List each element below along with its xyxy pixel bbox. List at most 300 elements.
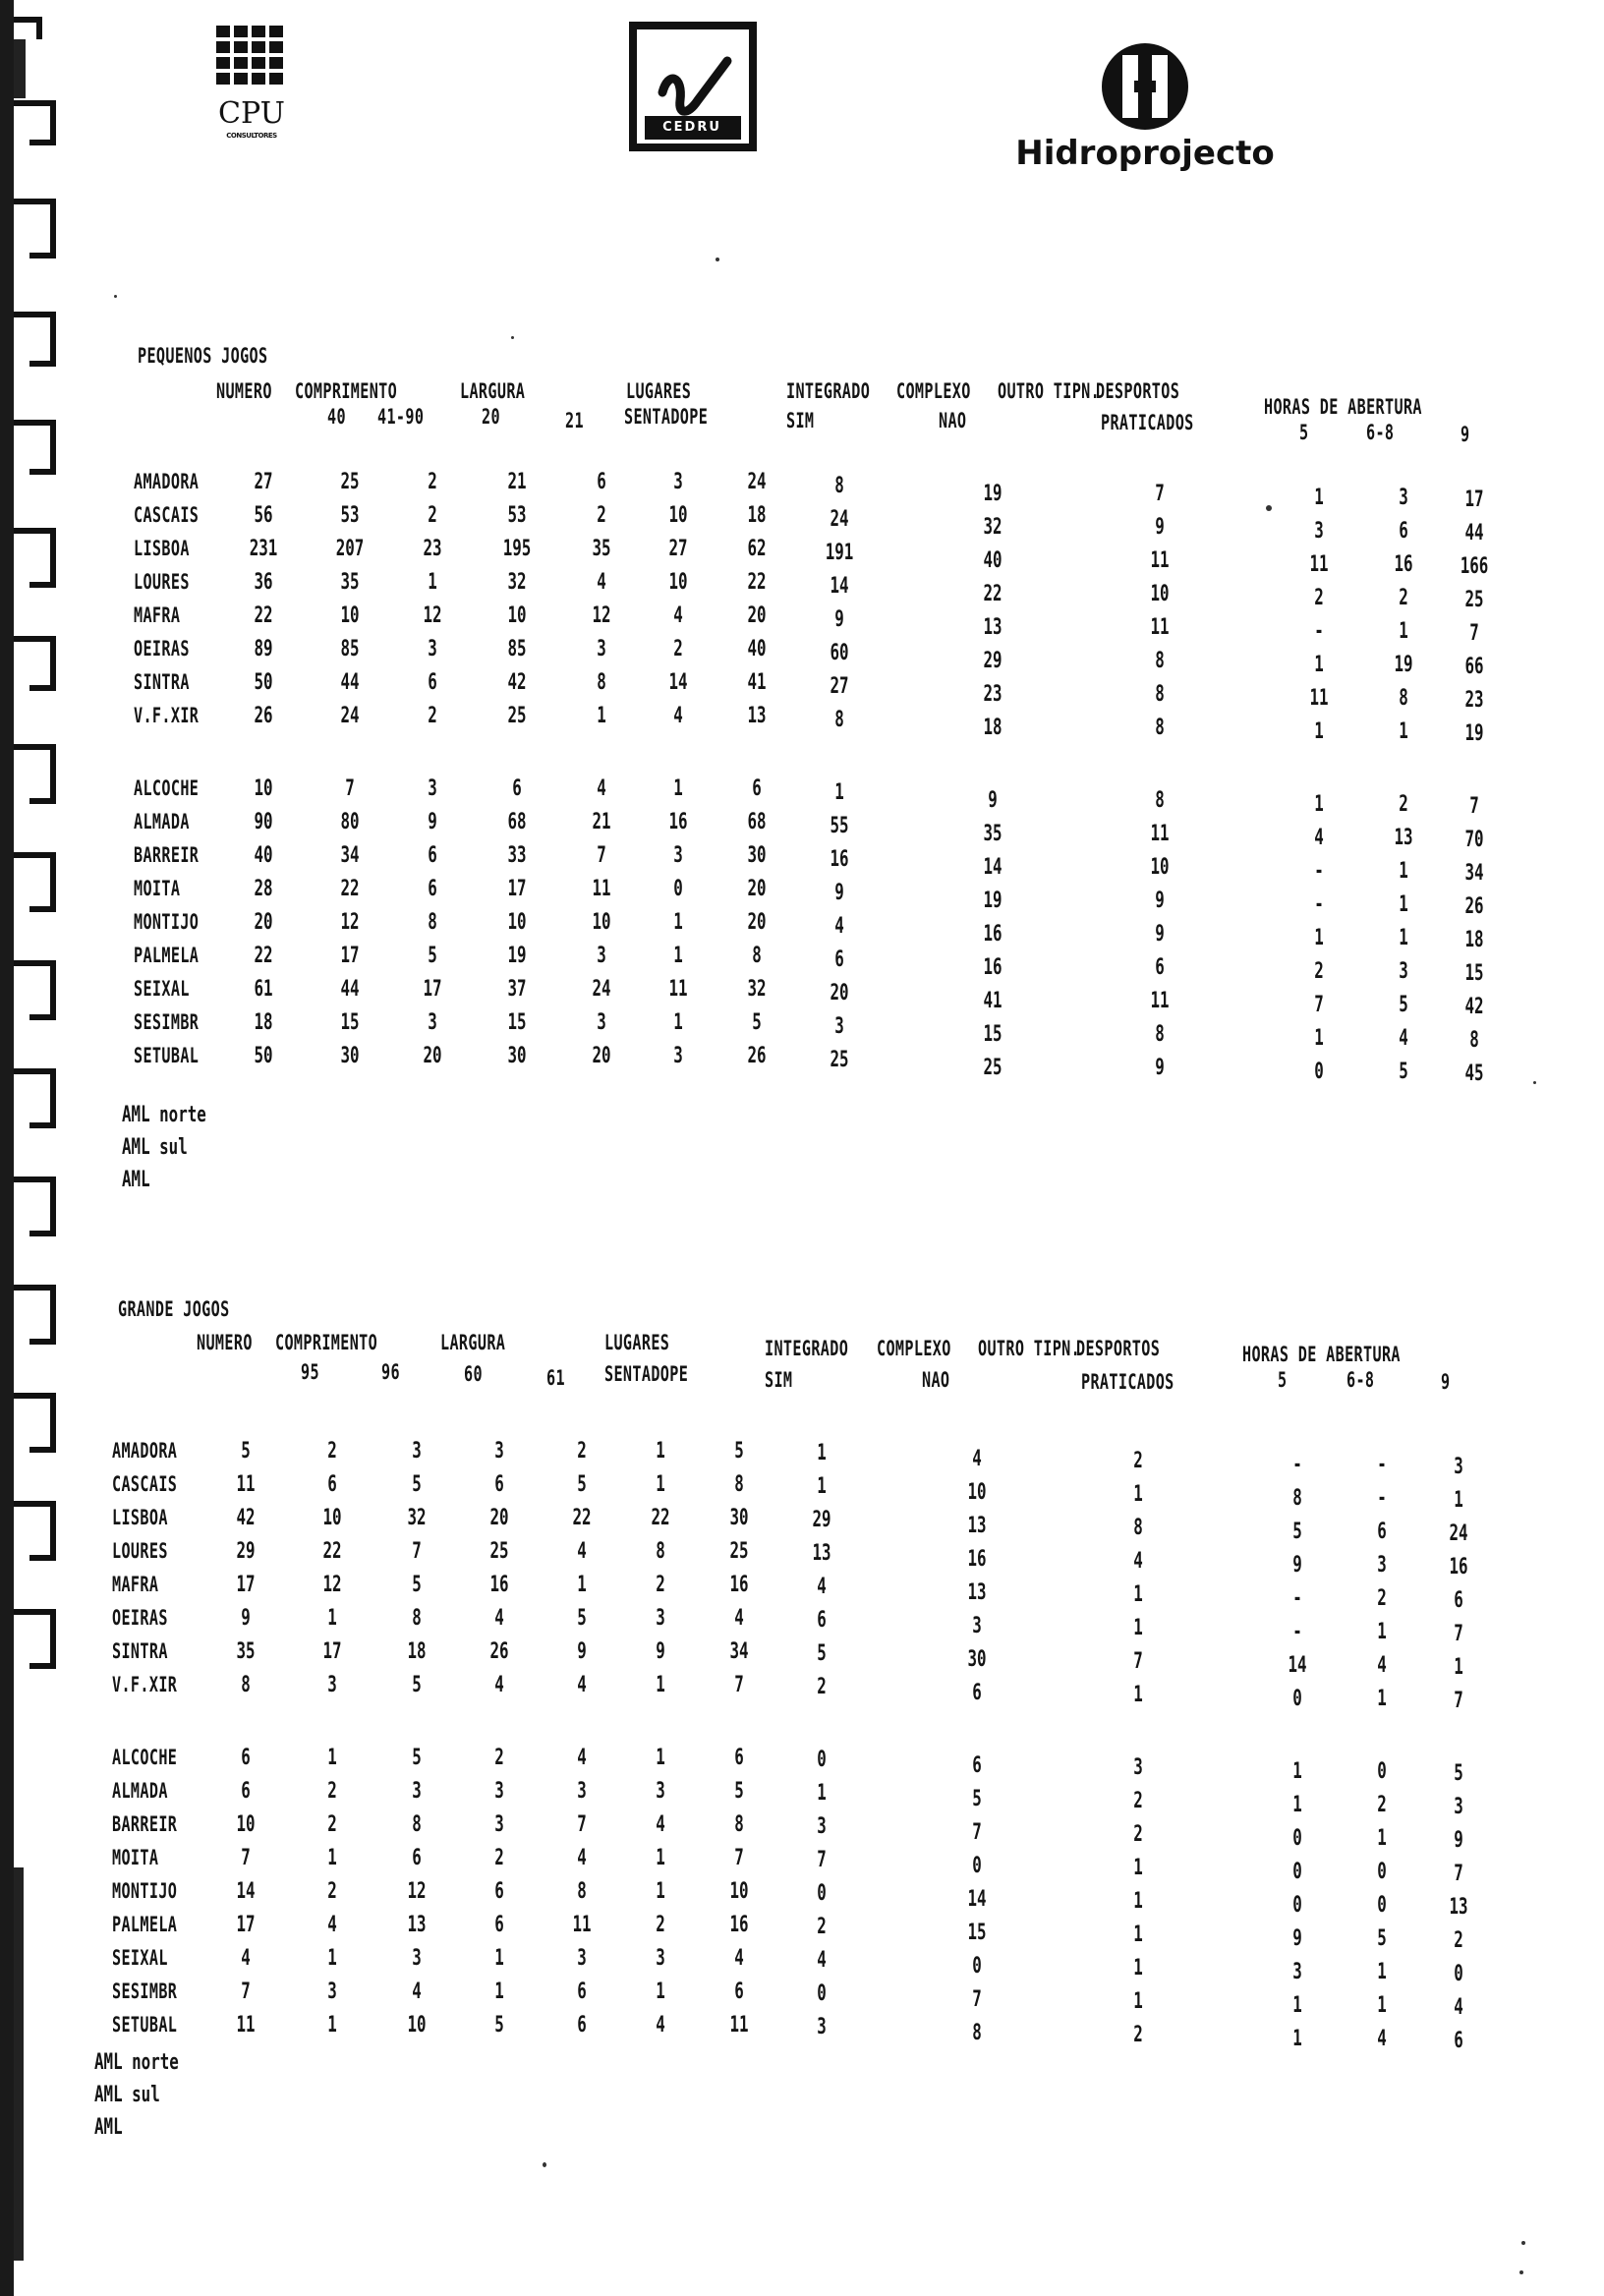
row-label: PALMELA: [134, 944, 200, 967]
table-cell: 1: [656, 1746, 665, 1770]
table-cell: 8: [1292, 1486, 1302, 1511]
table-cell: 16: [729, 1913, 749, 1937]
row-label: SESIMBR: [134, 1010, 200, 1034]
table-cell: 17: [1464, 488, 1484, 512]
table-cell: 4: [1399, 1026, 1408, 1051]
table-cell: 66: [1464, 655, 1484, 679]
table-cell: 50: [254, 1044, 273, 1068]
table-cell: 25: [729, 1539, 749, 1564]
table-cell: 1: [1133, 1616, 1143, 1640]
table-cell: 19: [1464, 721, 1484, 746]
table-cell: 62: [747, 537, 767, 561]
table-cell: 10: [668, 503, 688, 528]
table-cell: 34: [729, 1639, 749, 1664]
table-cell: 16: [830, 847, 849, 872]
table-cell: 0: [817, 1881, 827, 1906]
table-cell: 4: [577, 1673, 587, 1697]
footer-aml: AML: [94, 2115, 123, 2140]
table-cell: -: [1292, 1586, 1302, 1611]
table-cell: 11: [572, 1913, 592, 1937]
row-label: SEIXAL: [134, 977, 190, 1001]
table-cell: 191: [825, 541, 854, 565]
table-cell: 11: [1309, 686, 1329, 711]
table-cell: 1: [817, 1441, 827, 1465]
table-cell: 3: [597, 944, 606, 968]
table-cell: 9: [1155, 889, 1165, 913]
table-cell: 9: [834, 881, 844, 905]
table-cell: 40: [747, 637, 767, 661]
table-cell: 8: [1155, 682, 1165, 707]
table-cell: 6: [1155, 955, 1165, 980]
table-cell: 13: [747, 704, 767, 728]
table-cell: 11: [236, 1472, 256, 1497]
table-cell: 13: [983, 615, 1002, 640]
table-cell: 8: [412, 1606, 422, 1631]
table-cell: 5: [412, 1472, 422, 1497]
table-cell: 11: [236, 2013, 256, 2038]
table-cell: 10: [1150, 582, 1170, 606]
table-cell: 1: [1292, 1993, 1302, 2018]
table-cell: 4: [817, 1948, 827, 1973]
subheader-sentadope: SENTADOPE: [624, 405, 709, 429]
table-cell: 3: [1133, 1755, 1143, 1780]
table-cell: 3: [656, 1779, 665, 1804]
table-cell: 3: [428, 1010, 437, 1035]
table-cell: 12: [592, 603, 611, 628]
table-cell: -: [1314, 892, 1324, 917]
table-cell: 2: [428, 503, 437, 528]
table-cell: 40: [254, 843, 273, 868]
table-cell: 32: [507, 570, 527, 595]
table-cell: 16: [668, 810, 688, 834]
table-cell: 53: [507, 503, 527, 528]
table-cell: 22: [254, 603, 273, 628]
table-cell: 5: [494, 2013, 504, 2038]
table-cell: 24: [747, 470, 767, 494]
table-cell: 2: [656, 1913, 665, 1937]
table-cell: 0: [1292, 1893, 1302, 1918]
table-cell: 35: [236, 1639, 256, 1664]
table-cell: 42: [236, 1506, 256, 1530]
subheader-praticados: PRATICADOS: [1101, 411, 1194, 434]
row-label: AMADORA: [134, 470, 200, 493]
table-cell: 9: [241, 1606, 251, 1631]
subheader-60: 60: [464, 1362, 483, 1386]
header-outro-tipn: OUTRO TIPN.: [998, 379, 1101, 403]
table-cell: 16: [1394, 552, 1413, 577]
table-cell: 6: [817, 1608, 827, 1633]
table-cell: 13: [967, 1514, 987, 1538]
row-label: SETUBAL: [134, 1044, 200, 1067]
table-cell: 7: [1454, 1689, 1463, 1713]
table-cell: 24: [340, 704, 360, 728]
header-lugares: LUGARES: [626, 379, 692, 403]
table-cell: 20: [747, 877, 767, 901]
table-cell: 20: [830, 981, 849, 1005]
table-cell: 7: [1133, 1649, 1143, 1674]
table-cell: 13: [1394, 826, 1413, 850]
table-cell: 20: [489, 1506, 509, 1530]
table-cell: 8: [241, 1673, 251, 1697]
table-cell: 1: [1314, 719, 1324, 744]
table-cell: 17: [236, 1913, 256, 1937]
footer-aml-sul: AML sul: [94, 2083, 160, 2107]
table-cell: 1: [1292, 1793, 1302, 1817]
cedru-logo-name: CEDRU: [662, 120, 721, 135]
table-cell: 1: [673, 776, 683, 801]
table-cell: 5: [1399, 1060, 1408, 1084]
table-cell: 166: [1460, 554, 1489, 579]
table-cell: 10: [340, 603, 360, 628]
header-largura: LARGURA: [440, 1331, 506, 1354]
table-cell: 3: [327, 1980, 337, 2004]
table-cell: 53: [340, 503, 360, 528]
table-cell: 1: [817, 1474, 827, 1499]
table-cell: 3: [673, 843, 683, 868]
table-cell: 16: [983, 922, 1002, 947]
table-cell: 22: [254, 944, 273, 968]
table-cell: 24: [592, 977, 611, 1002]
table-cell: 4: [241, 1946, 251, 1971]
table-cell: 21: [592, 810, 611, 834]
table-cell: 8: [752, 944, 762, 968]
table-cell: 4: [577, 1539, 587, 1564]
table-cell: 5: [1292, 1520, 1302, 1544]
row-label: SINTRA: [112, 1639, 168, 1663]
table-cell: 6: [734, 1980, 744, 2004]
table-cell: 22: [340, 877, 360, 901]
table-cell: 15: [1464, 961, 1484, 986]
table-cell: 3: [817, 1814, 827, 1839]
table-cell: 1: [1377, 1620, 1387, 1644]
table-cell: 1: [1314, 926, 1324, 950]
header-numero: NUMERO: [197, 1331, 253, 1354]
table-cell: 20: [254, 910, 273, 935]
table-cell: 10: [507, 910, 527, 935]
table-cell: 5: [412, 1573, 422, 1597]
table-cell: 5: [412, 1673, 422, 1697]
table-cell: 18: [983, 716, 1002, 740]
table-cell: 1: [327, 1846, 337, 1870]
table-cell: 19: [1394, 653, 1413, 677]
table-cell: 41: [983, 989, 1002, 1013]
table-cell: 3: [656, 1606, 665, 1631]
subheader-sim: SIM: [786, 409, 815, 432]
table-cell: 15: [507, 1010, 527, 1035]
table-cell: 32: [407, 1506, 427, 1530]
table-cell: 3: [972, 1614, 982, 1638]
table-cell: 2: [1133, 1789, 1143, 1813]
table-cell: 18: [407, 1639, 427, 1664]
table-cell: 16: [983, 955, 1002, 980]
table-cell: 4: [1377, 1653, 1387, 1678]
subheader-40: 40: [327, 405, 346, 429]
table-cell: 6: [577, 2013, 587, 2038]
table-cell: 9: [1454, 1828, 1463, 1853]
table-cell: 3: [834, 1014, 844, 1039]
table-cell: 6: [1399, 519, 1408, 544]
table-cell: 2: [1133, 1822, 1143, 1847]
table-cell: 1: [1314, 1026, 1324, 1051]
cpu-logo-subtitle: CONSULTORES: [226, 132, 277, 140]
table-cell: 1: [656, 1439, 665, 1464]
subheader-96: 96: [381, 1360, 400, 1384]
table-cell: 4: [1454, 1995, 1463, 2020]
table-cell: 25: [983, 1056, 1002, 1080]
table-cell: 0: [1292, 1687, 1302, 1711]
table-cell: 5: [577, 1606, 587, 1631]
table-cell: 3: [577, 1779, 587, 1804]
table-cell: 6: [241, 1746, 251, 1770]
scan-speck: [716, 258, 719, 261]
header-complexo: COMPLEXO: [877, 1337, 951, 1360]
table-cell: 22: [651, 1506, 670, 1530]
header-desportos: DESPORTOS: [1076, 1337, 1161, 1360]
table-cell: 4: [673, 603, 683, 628]
table-cell: 3: [1292, 1960, 1302, 1984]
row-label: LISBOA: [112, 1506, 168, 1529]
hidroprojecto-emblem-icon: [1012, 39, 1278, 134]
table-cell: 23: [423, 537, 442, 561]
table-cell: 5: [1399, 993, 1408, 1017]
table-cell: 4: [734, 1946, 744, 1971]
table-cell: 6: [752, 776, 762, 801]
row-label: SINTRA: [134, 670, 190, 694]
table-cell: 70: [1464, 828, 1484, 852]
table-cell: 2: [1454, 1928, 1463, 1953]
table-cell: 3: [327, 1673, 337, 1697]
table-cell: 9: [1155, 515, 1165, 540]
table-cell: 4: [412, 1980, 422, 2004]
table-cell: 3: [673, 1044, 683, 1068]
subheader-nao: NAO: [922, 1368, 950, 1392]
row-label: V.F.XIR: [112, 1673, 178, 1696]
table-cell: 16: [1449, 1555, 1468, 1579]
table-cell: 5: [972, 1787, 982, 1811]
table-cell: -: [1377, 1453, 1387, 1477]
table-cell: 68: [747, 810, 767, 834]
table-cell: 0: [1292, 1860, 1302, 1884]
table-cell: 5: [1454, 1761, 1463, 1786]
table-cell: 23: [1464, 688, 1484, 713]
header-integrado: INTEGRADO: [765, 1337, 849, 1360]
table-cell: 3: [412, 1779, 422, 1804]
table-cell: 16: [967, 1547, 987, 1572]
table-cell: 32: [983, 515, 1002, 540]
table-cell: 14: [1288, 1653, 1307, 1678]
table-cell: 2: [673, 637, 683, 661]
table-cell: 17: [322, 1639, 342, 1664]
table-cell: 1: [1377, 1826, 1387, 1851]
table-cell: 1: [1133, 1856, 1143, 1880]
table-cell: 35: [592, 537, 611, 561]
table-cell: 34: [340, 843, 360, 868]
scan-speck: [1521, 2241, 1525, 2245]
table-cell: 3: [817, 2015, 827, 2039]
table-cell: 5: [412, 1746, 422, 1770]
subheader-41-90: 41-90: [377, 405, 425, 429]
table-cell: 25: [340, 470, 360, 494]
table-cell: 2: [1399, 792, 1408, 817]
section-title: PEQUENOS JOGOS: [138, 344, 268, 368]
table-cell: 4: [494, 1606, 504, 1631]
table-cell: 14: [830, 574, 849, 599]
table-cell: 4: [817, 1575, 827, 1599]
cpu-grid-icon: [212, 22, 291, 96]
header-integrado: INTEGRADO: [786, 379, 871, 403]
table-cell: -: [1292, 1620, 1302, 1644]
table-cell: 2: [1377, 1793, 1387, 1817]
table-cell: 11: [592, 877, 611, 901]
subheader-sim: SIM: [765, 1368, 793, 1392]
row-label: CASCAIS: [112, 1472, 178, 1496]
table-cell: 6: [577, 1980, 587, 2004]
table-cell: 9: [656, 1639, 665, 1664]
scan-speck: [1533, 1081, 1536, 1084]
table-cell: 22: [322, 1539, 342, 1564]
table-cell: 18: [747, 503, 767, 528]
row-label: BARREIR: [134, 843, 200, 867]
table-cell: 6: [972, 1681, 982, 1705]
table-cell: 7: [241, 1846, 251, 1870]
row-label: PALMELA: [112, 1913, 178, 1936]
table-cell: 29: [236, 1539, 256, 1564]
table-cell: 1: [817, 1781, 827, 1806]
table-cell: 6: [1454, 2029, 1463, 2053]
table-cell: 85: [340, 637, 360, 661]
table-cell: 0: [1454, 1962, 1463, 1986]
row-label: AMADORA: [112, 1439, 178, 1463]
table-cell: 8: [577, 1879, 587, 1904]
table-cell: 25: [489, 1539, 509, 1564]
table-cell: 2: [1314, 586, 1324, 610]
table-cell: 3: [1454, 1795, 1463, 1819]
table-cell: 8: [1155, 788, 1165, 813]
table-cell: 7: [972, 1820, 982, 1845]
table-cell: 2: [494, 1846, 504, 1870]
table-cell: 30: [729, 1506, 749, 1530]
footer-aml-norte: AML norte: [94, 2050, 179, 2075]
table-cell: 12: [407, 1879, 427, 1904]
table-cell: 2: [327, 1779, 337, 1804]
table-cell: 231: [249, 537, 278, 561]
table-cell: 9: [1155, 922, 1165, 947]
table-cell: 9: [988, 788, 998, 813]
table-cell: 35: [983, 822, 1002, 846]
table-cell: 16: [489, 1573, 509, 1597]
row-label: ALCOCHE: [112, 1746, 178, 1769]
table-cell: 1: [673, 1010, 683, 1035]
table-cell: 24: [830, 507, 849, 532]
row-label: MAFRA: [134, 603, 181, 627]
table-cell: 4: [972, 1447, 982, 1471]
subheader-nao: NAO: [939, 409, 967, 432]
table-cell: 10: [967, 1480, 987, 1505]
table-cell: 26: [489, 1639, 509, 1664]
table-cell: 1: [1314, 653, 1324, 677]
table-cell: 1: [656, 1980, 665, 2004]
table-cell: 3: [1377, 1553, 1387, 1578]
table-cell: 4: [597, 570, 606, 595]
table-cell: 2: [1314, 959, 1324, 984]
table-cell: 1: [327, 1606, 337, 1631]
table-cell: 27: [668, 537, 688, 561]
table-cell: 1: [327, 1946, 337, 1971]
table-cell: 5: [817, 1641, 827, 1666]
table-cell: 3: [494, 1812, 504, 1837]
table-cell: 8: [412, 1812, 422, 1837]
table-cell: 3: [656, 1946, 665, 1971]
table-cell: 2: [817, 1675, 827, 1699]
table-cell: 4: [1314, 826, 1324, 850]
table-cell: 30: [340, 1044, 360, 1068]
table-cell: 7: [241, 1980, 251, 2004]
table-cell: 56: [254, 503, 273, 528]
table-cell: 8: [834, 708, 844, 732]
table-cell: 1: [1133, 1482, 1143, 1507]
table-cell: 17: [507, 877, 527, 901]
row-label: LOURES: [134, 570, 190, 594]
table-cell: 4: [1133, 1549, 1143, 1574]
header-outro-tipn: OUTRO TIPN.: [978, 1337, 1081, 1360]
table-cell: 11: [729, 2013, 749, 2038]
table-cell: 3: [494, 1439, 504, 1464]
row-label: BARREIR: [112, 1812, 178, 1836]
table-cell: 1: [1399, 859, 1408, 884]
table-cell: 2: [597, 503, 606, 528]
table-cell: 7: [412, 1539, 422, 1564]
table-cell: 1: [494, 1946, 504, 1971]
table-cell: 90: [254, 810, 273, 834]
row-label: SESIMBR: [112, 1980, 178, 2003]
table-cell: 8: [1155, 1022, 1165, 1047]
table-cell: 1: [1454, 1488, 1463, 1513]
table-cell: 22: [983, 582, 1002, 606]
subheader-20: 20: [482, 405, 500, 429]
footer-aml-sul: AML sul: [122, 1135, 188, 1160]
table-cell: 19: [507, 944, 527, 968]
table-cell: 9: [1155, 1056, 1165, 1080]
table-cell: 17: [340, 944, 360, 968]
table-cell: 26: [1464, 894, 1484, 919]
table-cell: 29: [812, 1508, 831, 1532]
row-label: SEIXAL: [112, 1946, 168, 1970]
table-cell: 15: [983, 1022, 1002, 1047]
footer-aml-norte: AML norte: [122, 1103, 206, 1127]
scan-speck: [1266, 505, 1272, 511]
table-cell: 5: [428, 944, 437, 968]
table-cell: 4: [577, 1846, 587, 1870]
table-cell: 9: [1292, 1926, 1302, 1951]
table-cell: 1: [1292, 1759, 1302, 1784]
table-cell: 27: [254, 470, 273, 494]
table-cell: 32: [747, 977, 767, 1002]
row-label: MOITA: [134, 877, 181, 900]
table-cell: 8: [597, 670, 606, 695]
table-cell: 7: [597, 843, 606, 868]
table-cell: 10: [254, 776, 273, 801]
table-cell: 17: [423, 977, 442, 1002]
table-cell: 1: [656, 1879, 665, 1904]
table-cell: 2: [428, 704, 437, 728]
table-cell: 12: [322, 1573, 342, 1597]
row-label: ALMADA: [134, 810, 190, 833]
table-cell: 21: [507, 470, 527, 494]
table-cell: 27: [830, 674, 849, 699]
grande-jogos-table: [0, 1297, 1604, 2162]
table-cell: 20: [423, 1044, 442, 1068]
table-cell: 25: [1464, 588, 1484, 612]
